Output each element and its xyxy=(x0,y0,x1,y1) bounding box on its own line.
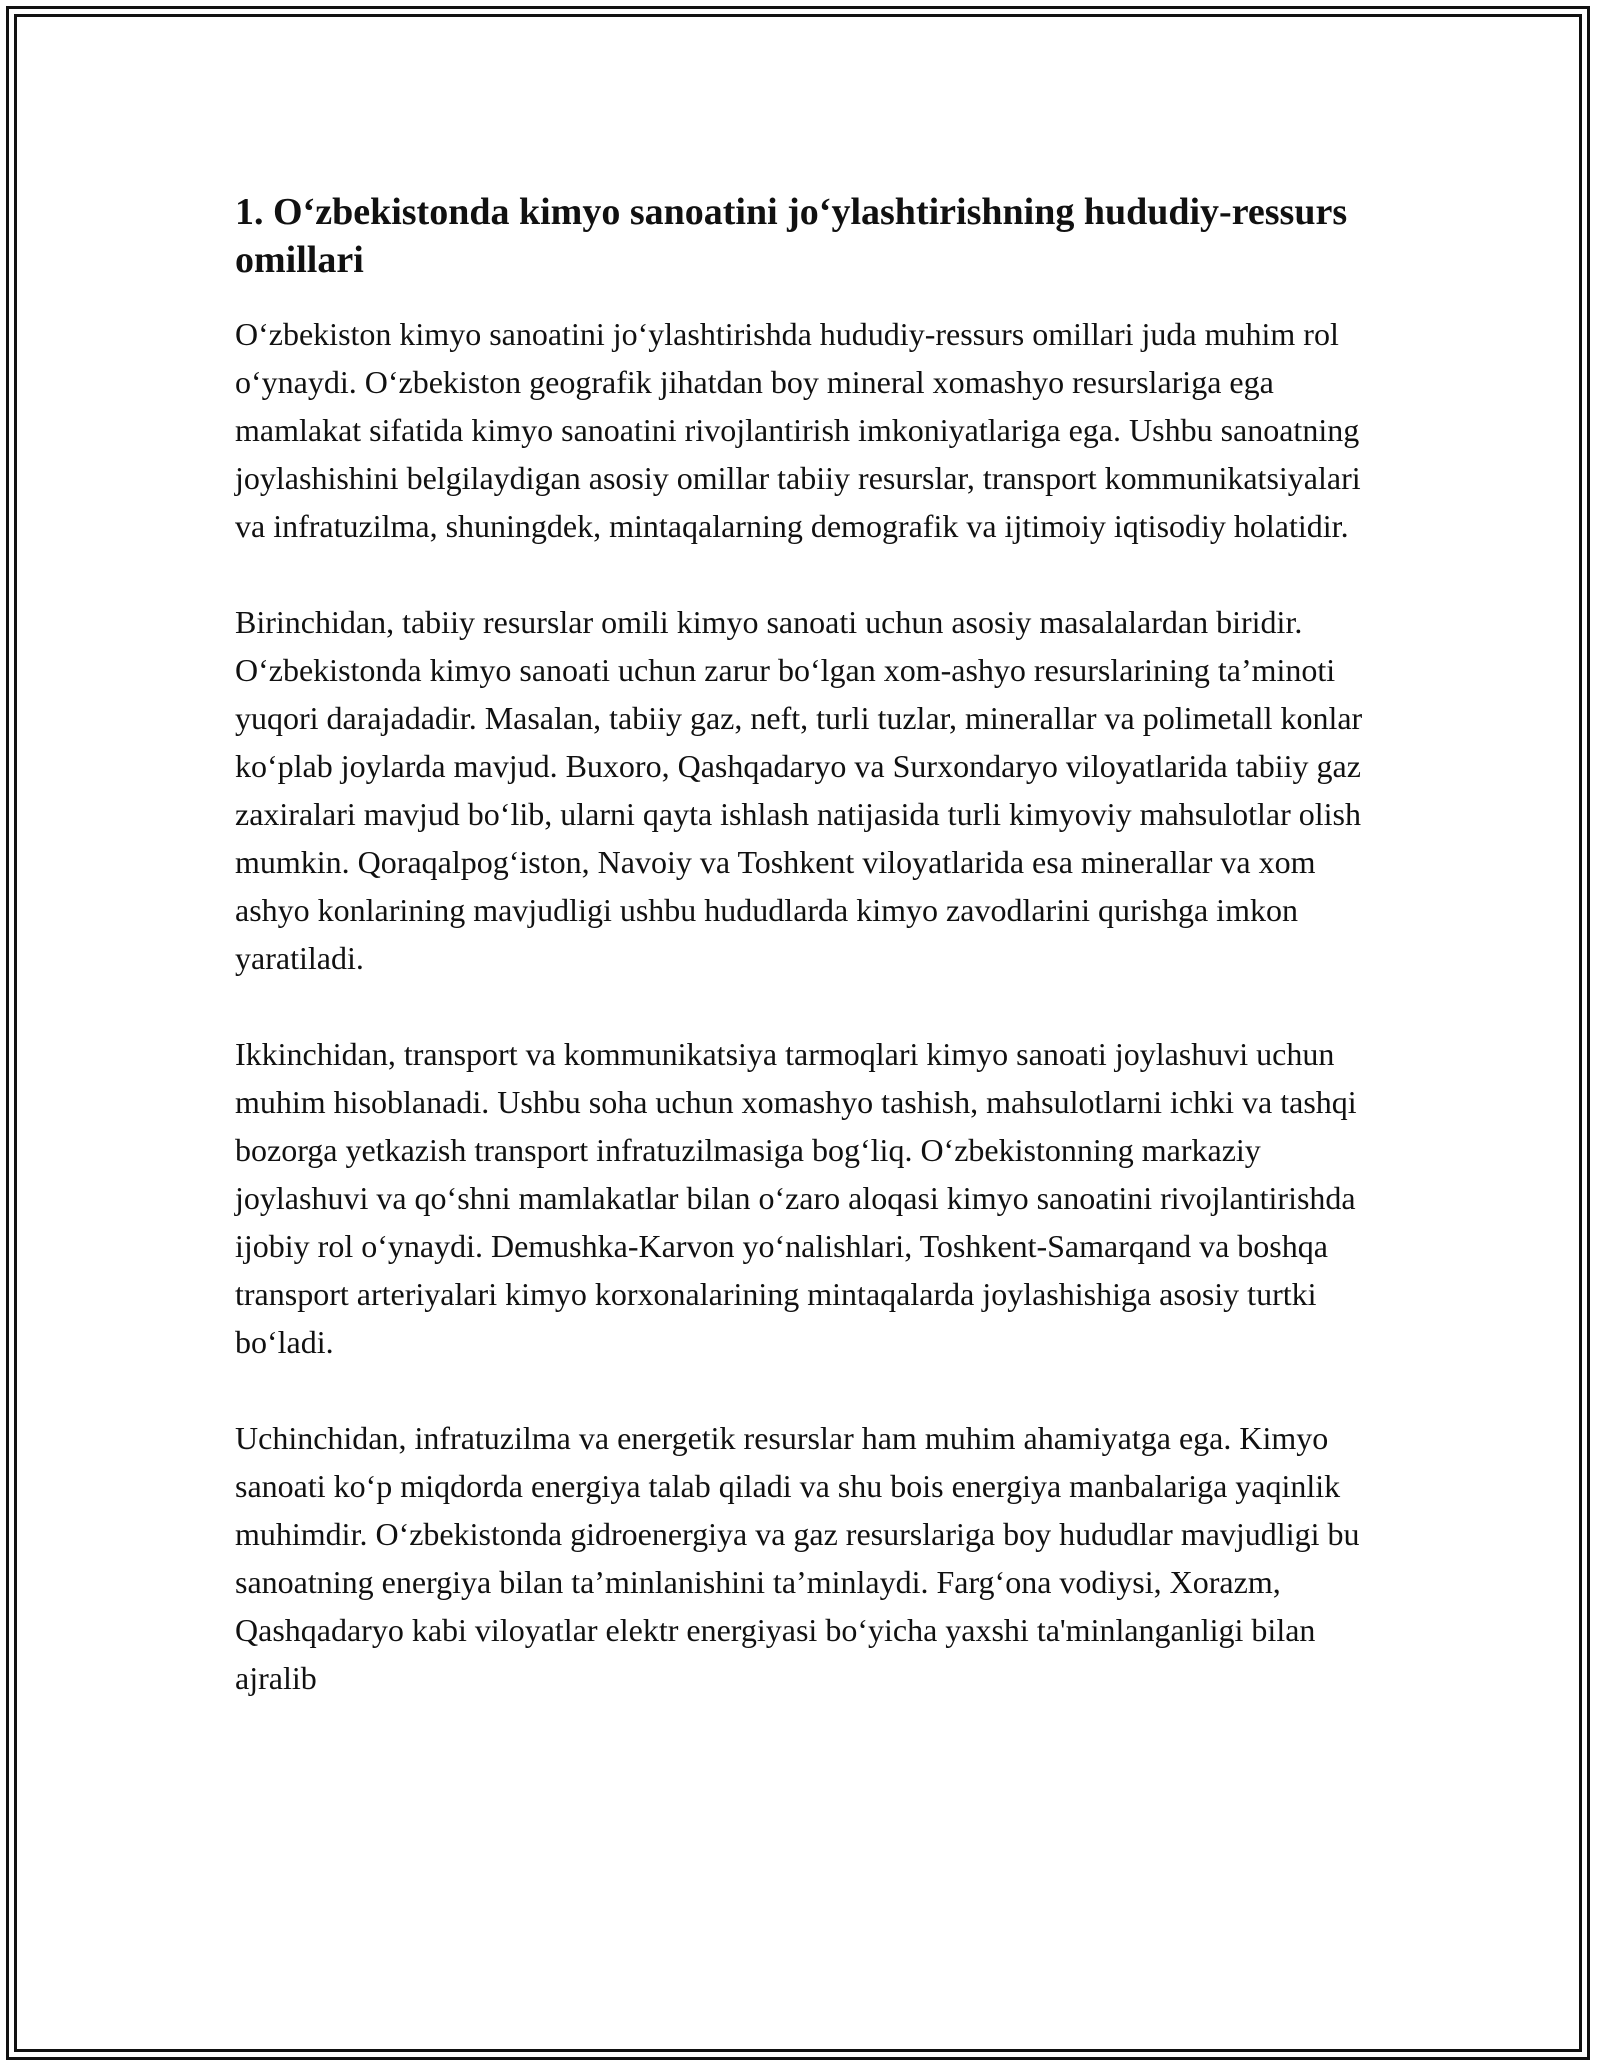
section-heading: 1. O‘zbekistonda kimyo sanoatini jo‘ylashtirishning hududiy-ressurs omillari xyxy=(235,191,1348,281)
paragraph-transport: Ikkinchidan, transport va kommunikatsiya tarmoqlari kimyo sanoati joylashuvi uchun muhim hisoblanadi. Ushbu soha uchun xomashyo tashish, mahsulotlarni ichki va tashqi bozorga yetkazish transport infratuzilmasiga bog‘liq. O‘zbekistonning markaziy joylashuvi va qo‘shni mamlakatlar bilan o‘zaro aloqasi kimyo sanoatini rivojlantirishda ijobiy rol o‘ynaydi. Demushka-Karvon yo‘nalishlari, Toshkent-Samarqand va boshqa transport arteriyalari kimyo korxonalarining mintaqalarda joylashishiga asosiy turtki bo‘ladi. xyxy=(235,1036,1357,1360)
document-body xyxy=(235,188,1375,1750)
paragraph-intro: O‘zbekiston kimyo sanoatini jo‘ylashtirishda hududiy-ressurs omillari juda muhim rol o‘ynaydi. O‘zbekiston geografik jihatdan boy mineral xomashyo resurslariga ega mamlakat sifatida kimyo sanoatini rivojlantirish imkoniyatlariga ega. Ushbu sanoatning joylashishini belgilaydigan asosiy omillar tabiiy resurslar, transport kommunikatsiyalari va infratuzilma, shuningdek, mintaqalarning demografik va ijtimoiy iqtisodiy holatidir. xyxy=(235,316,1361,544)
paragraph-natural-resources: Birinchidan, tabiiy resurslar omili kimyo sanoati uchun asosiy masalalardan biridir. O‘zbekistonda kimyo sanoati uchun zarur bo‘lgan xom-ashyo resurslarining ta’minoti yuqori darajadadir. Masalan, tabiiy gaz, neft, turli tuzlar, minerallar va polimetall konlar ko‘plab joylarda mavjud. Buxoro, Qashqadaryo va Surxondaryo viloyatlarida tabiiy gaz zaxiralari mavjud bo‘lib, ularni qayta ishlash natijasida turli kimyoviy mahsulotlar olish mumkin. Qoraqalpog‘iston, Navoiy va Toshkent viloyatlarida esa minerallar va xom ashyo konlarining mavjudligi ushbu hududlarda kimyo zavodlarini qurishga imkon yaratiladi. xyxy=(235,604,1363,976)
paragraph-infrastructure: Uchinchidan, infratuzilma va energetik resurslar ham muhim ahamiyatga ega. Kimyo sanoati ko‘p miqdorda energiya talab qiladi va shu bois energiya manbalariga yaqinlik muhimdir. O‘zbekistonda gidroenergiya va gaz resurslariga boy hududlar mavjudligi bu sanoatning energiya bilan ta’minlanishini ta’minlaydi. Farg‘ona vodiysi, Xorazm, Qashqadaryo kabi viloyatlar elektr energiyasi bo‘yicha yaxshi ta'minlanganligi bilan ajralib xyxy=(235,1420,1360,1696)
